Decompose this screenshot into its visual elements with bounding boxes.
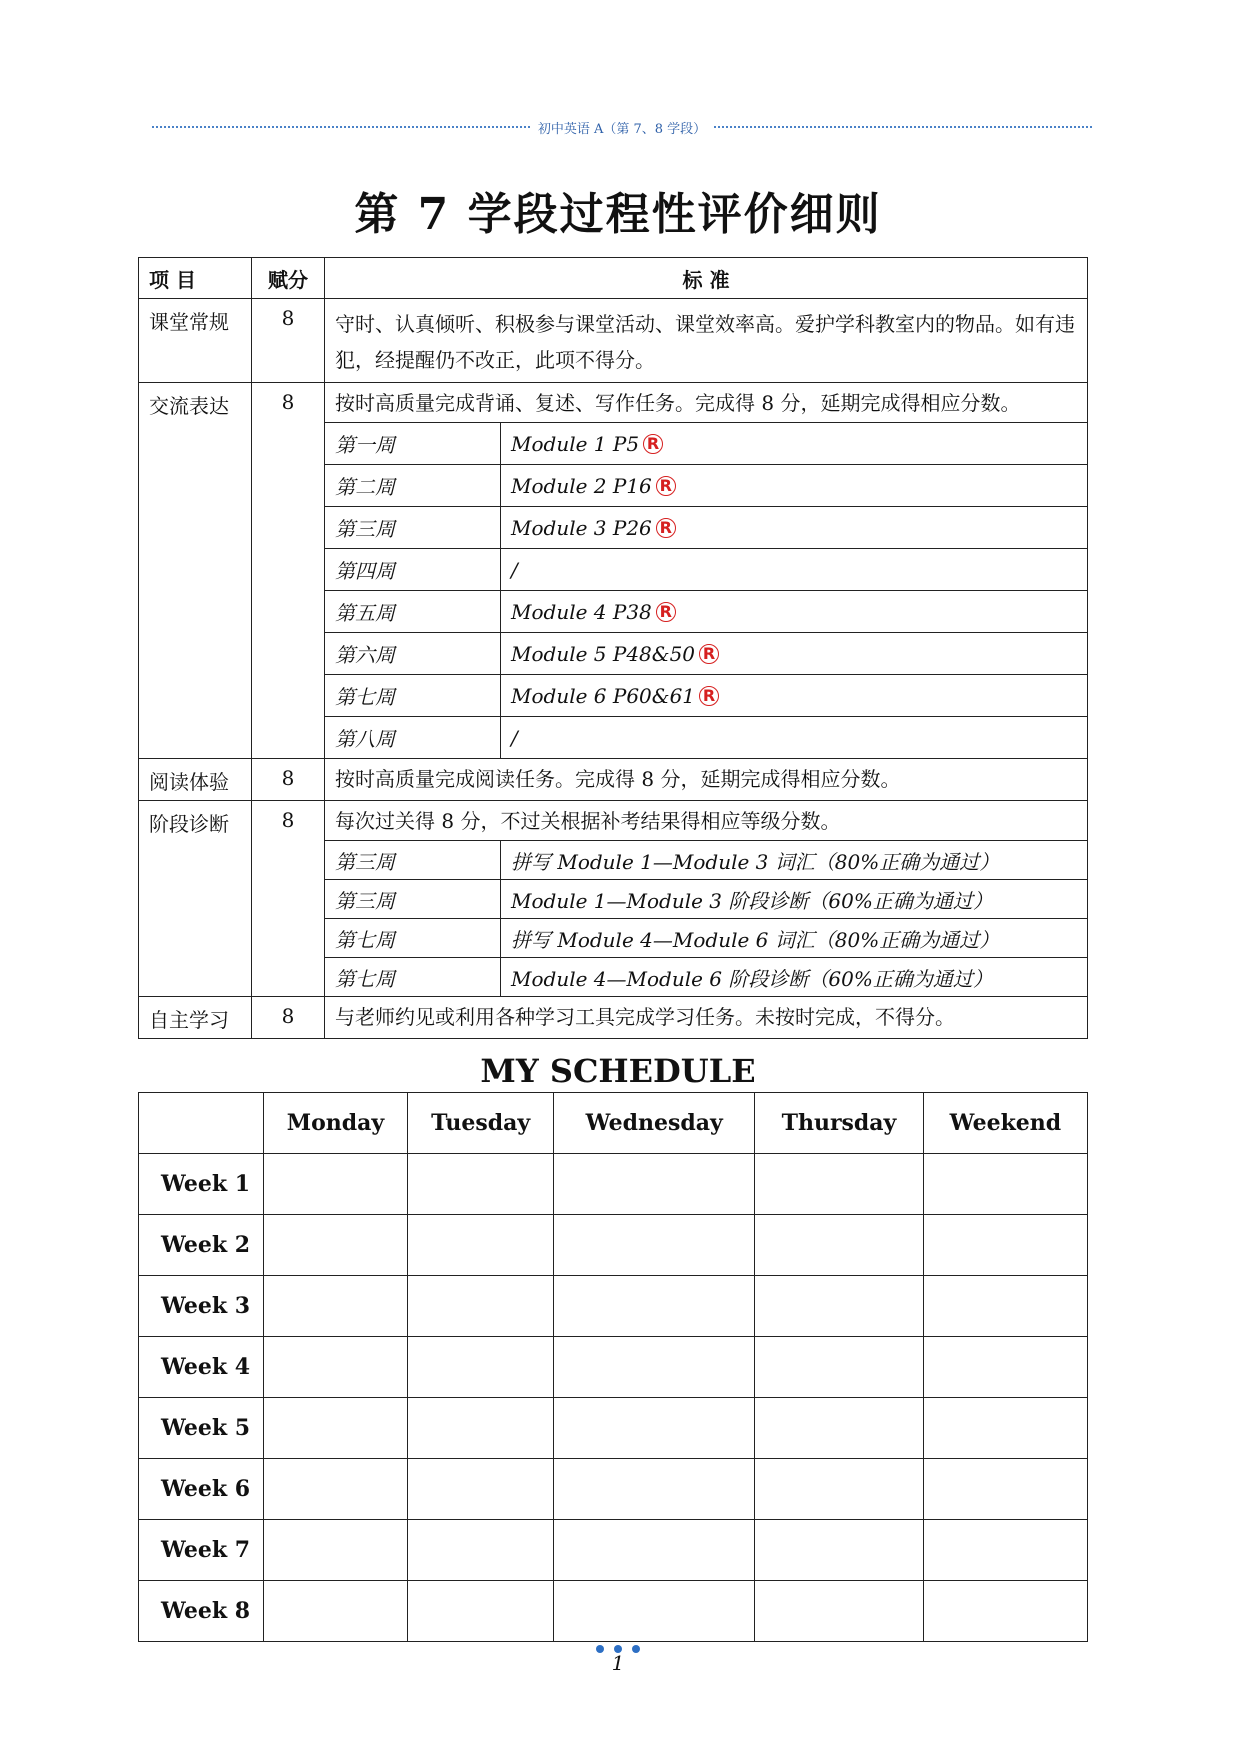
schedule-row-header: Week 8 (139, 1581, 264, 1642)
schedule-cell (264, 1581, 408, 1642)
schedule-cell (755, 1520, 924, 1581)
score-value: 8 (252, 801, 325, 997)
eval-row-diagnosis (139, 801, 1088, 841)
schedule-row-header: Week 6 (139, 1459, 264, 1520)
item-label: 阅读体验 (139, 759, 252, 801)
week-task: Module 2 P16 R (501, 465, 1088, 507)
page-title: 第 7 学段过程性评价细则 (354, 189, 882, 240)
schedule-row (139, 1337, 1088, 1398)
score-value: 8 (252, 383, 325, 759)
week-label: 第六周 (325, 633, 501, 675)
eval-header-row (139, 258, 1088, 299)
schedule-cell (923, 1459, 1087, 1520)
week-label: 第四周 (325, 549, 501, 591)
schedule-cell (264, 1215, 408, 1276)
standard-text: 按时高质量完成阅读任务。完成得 8 分，延期完成得相应分数。 (325, 759, 1088, 801)
registered-mark-icon: R (656, 602, 676, 622)
eval-row-classroom (139, 299, 1088, 383)
schedule-column-header: Monday (264, 1093, 408, 1154)
page-number: 1 (611, 1651, 625, 1675)
schedule-cell (264, 1154, 408, 1215)
week-label: 第三周 (325, 507, 501, 549)
schedule-row (139, 1276, 1088, 1337)
schedule-cell (923, 1398, 1087, 1459)
week-task: Module 3 P26 R (501, 507, 1088, 549)
item-label: 课堂常规 (139, 299, 252, 383)
week-task: Module 4 P38 R (501, 591, 1088, 633)
header-item: 项 目 (139, 258, 252, 299)
item-label: 交流表达 (139, 383, 252, 759)
score-value: 8 (252, 997, 325, 1039)
week-task: Module 6 P60&61 R (501, 675, 1088, 717)
schedule-cell (554, 1520, 755, 1581)
schedule-cell (755, 1276, 924, 1337)
header-dots-right (714, 126, 1092, 128)
schedule-row-header: Week 5 (139, 1398, 264, 1459)
schedule-cell (407, 1337, 553, 1398)
standard-text: 与老师约见或利用各种学习工具完成学习任务。未按时完成，不得分。 (325, 997, 1088, 1039)
registered-mark-icon: R (699, 644, 719, 664)
schedule-row-header: Week 2 (139, 1215, 264, 1276)
evaluation-table (138, 257, 1088, 1039)
schedule-cell (407, 1520, 553, 1581)
schedule-cell (923, 1276, 1087, 1337)
week-label: 第八周 (325, 717, 501, 759)
registered-mark-icon: R (656, 476, 676, 496)
schedule-row (139, 1154, 1088, 1215)
schedule-cell (755, 1154, 924, 1215)
schedule-cell (407, 1581, 553, 1642)
header-text: 初中英语 A（第 7、8 学段） (537, 121, 707, 137)
week-label: 第三周 (325, 880, 501, 919)
schedule-cell (407, 1215, 553, 1276)
week-task: / (501, 717, 1088, 759)
week-task: 拼写 Module 1—Module 3 词汇（80%正确为通过） (501, 841, 1088, 880)
schedule-cell (554, 1276, 755, 1337)
schedule-cell (264, 1520, 408, 1581)
schedule-row (139, 1520, 1088, 1581)
schedule-row-header: Week 4 (139, 1337, 264, 1398)
standard-text: 按时高质量完成背诵、复述、写作任务。完成得 8 分，延期完成得相应分数。 (325, 383, 1088, 423)
week-task: / (501, 549, 1088, 591)
schedule-header-row (139, 1093, 1088, 1154)
schedule-cell (923, 1337, 1087, 1398)
schedule-row (139, 1398, 1088, 1459)
schedule-row-header: Week 7 (139, 1520, 264, 1581)
schedule-column-header: Tuesday (407, 1093, 553, 1154)
week-label: 第七周 (325, 675, 501, 717)
schedule-row (139, 1215, 1088, 1276)
schedule-cell (554, 1459, 755, 1520)
schedule-cell (264, 1398, 408, 1459)
schedule-table (138, 1092, 1088, 1642)
schedule-cell (755, 1581, 924, 1642)
running-header (152, 117, 1092, 137)
item-label: 阶段诊断 (139, 801, 252, 997)
schedule-cell (923, 1581, 1087, 1642)
score-value: 8 (252, 759, 325, 801)
week-label: 第二周 (325, 465, 501, 507)
week-task: Module 1—Module 3 阶段诊断（60%正确为通过） (501, 880, 1088, 919)
week-label: 第七周 (325, 919, 501, 958)
schedule-cell (554, 1215, 755, 1276)
schedule-cell (755, 1398, 924, 1459)
schedule-cell (755, 1215, 924, 1276)
week-task: Module 4—Module 6 阶段诊断（60%正确为通过） (501, 958, 1088, 997)
schedule-cell (264, 1459, 408, 1520)
eval-row-expression (139, 383, 1088, 423)
header-dots-left (152, 126, 530, 128)
schedule-cell (407, 1459, 553, 1520)
standard-text: 守时、认真倾听、积极参与课堂活动、课堂效率高。爱护学科教室内的物品。如有违犯，经提醒仍不改正，此项不得分。 (325, 299, 1088, 383)
standard-text: 每次过关得 8 分，不过关根据补考结果得相应等级分数。 (325, 801, 1088, 841)
schedule-row (139, 1581, 1088, 1642)
registered-mark-icon: R (656, 518, 676, 538)
week-label: 第三周 (325, 841, 501, 880)
week-label: 第一周 (325, 423, 501, 465)
schedule-cell (407, 1398, 553, 1459)
schedule-column-header: Weekend (923, 1093, 1087, 1154)
eval-row-reading (139, 759, 1088, 801)
schedule-cell (554, 1398, 755, 1459)
registered-mark-icon: R (699, 686, 719, 706)
schedule-cell (264, 1276, 408, 1337)
page-footer (0, 1645, 1236, 1675)
schedule-cell (755, 1459, 924, 1520)
schedule-corner-cell (139, 1093, 264, 1154)
schedule-title: MY SCHEDULE (480, 1052, 756, 1090)
week-label: 第七周 (325, 958, 501, 997)
eval-row-self-study (139, 997, 1088, 1039)
schedule-row-header: Week 1 (139, 1154, 264, 1215)
header-standard: 标 准 (325, 258, 1088, 299)
week-task: Module 5 P48&50 R (501, 633, 1088, 675)
schedule-cell (554, 1154, 755, 1215)
score-value: 8 (252, 299, 325, 383)
schedule-cell (407, 1154, 553, 1215)
item-label: 自主学习 (139, 997, 252, 1039)
schedule-column-header: Wednesday (554, 1093, 755, 1154)
schedule-column-header: Thursday (755, 1093, 924, 1154)
schedule-cell (923, 1215, 1087, 1276)
registered-mark-icon: R (643, 434, 663, 454)
schedule-cell (755, 1337, 924, 1398)
header-score: 赋分 (252, 258, 325, 299)
schedule-cell (923, 1154, 1087, 1215)
schedule-cell (554, 1581, 755, 1642)
schedule-cell (554, 1337, 755, 1398)
schedule-row-header: Week 3 (139, 1276, 264, 1337)
week-label: 第五周 (325, 591, 501, 633)
schedule-cell (264, 1337, 408, 1398)
week-task: Module 1 P5 R (501, 423, 1088, 465)
schedule-row (139, 1459, 1088, 1520)
week-task: 拼写 Module 4—Module 6 词汇（80%正确为通过） (501, 919, 1088, 958)
schedule-cell (923, 1520, 1087, 1581)
schedule-cell (407, 1276, 553, 1337)
